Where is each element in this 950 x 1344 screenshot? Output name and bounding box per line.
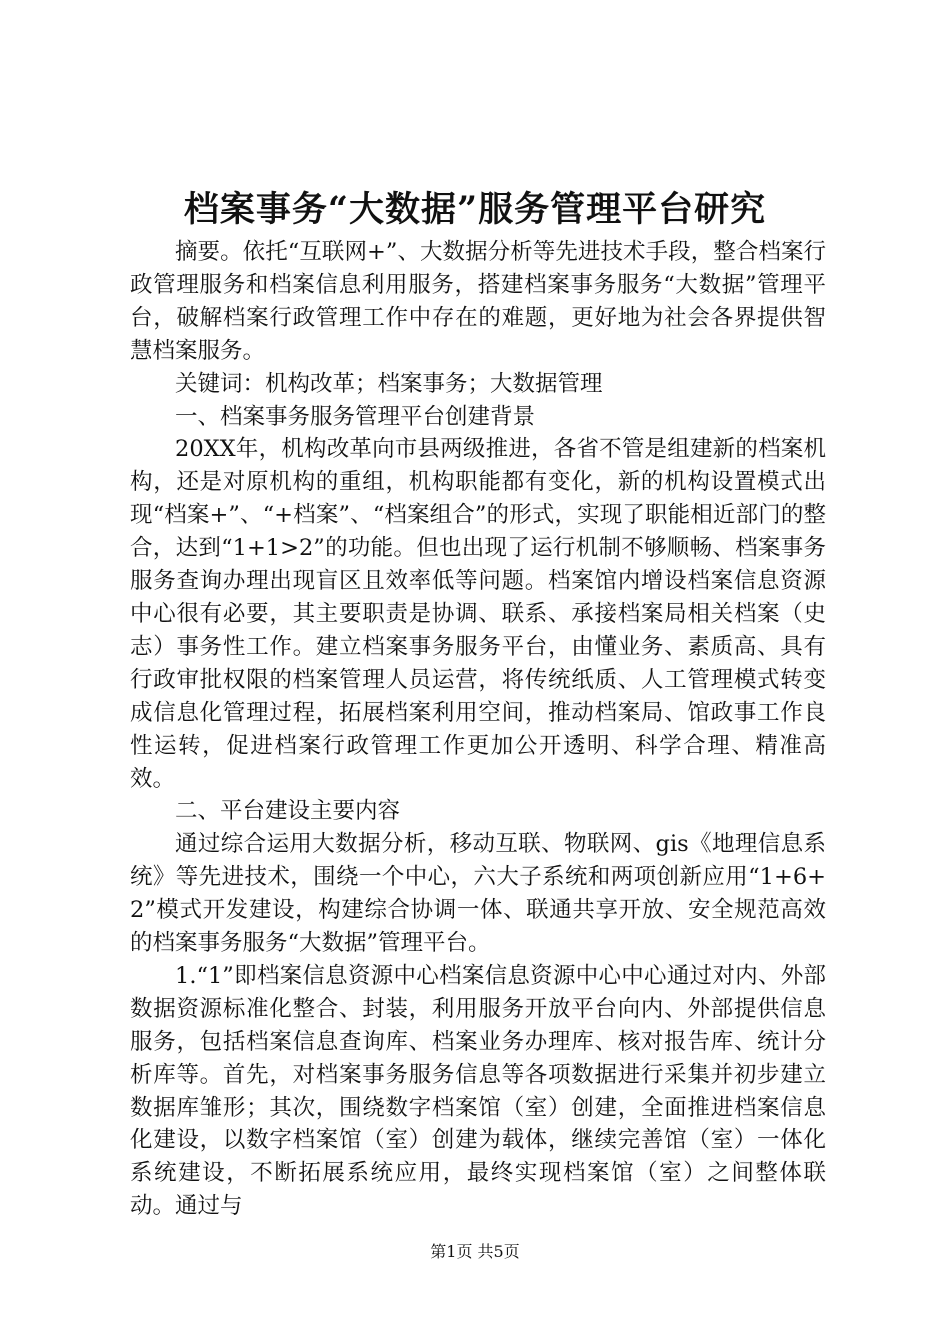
section-heading-2: 二、平台建设主要内容	[175, 798, 401, 825]
body-paragraph: 1.“1”即档案信息资源中心档案信息资源中心中心通过对内、外部数据资源标准化整合、封装，利用服务开放平台向内、外部提供信息服务，包括档案信息查询库、档案业务办理库、核对报告库、统计分析库等。首先，对档案事务服务信息等各项数据进行采集并初步建立数据库雏形；其次，围绕数字档案馆（室）创建，全面推进档案信息化建设，以数字档案馆（室）创建为载体，继续完善馆（室）一体化系统建设，不断拓展系统应用，最终实现档案馆（室）之间整体联动。通过与	[130, 962, 826, 1220]
abstract-paragraph: 摘要。依托“互联网+”、大数据分析等先进技术手段，整合档案行政管理服务和档案信息利用服务，搭建档案事务服务“大数据”管理平台，破解档案行政管理工作中存在的难题，更好地为社会各界提供智慧档案服务。	[130, 239, 826, 364]
section-heading-1: 一、档案事务服务管理平台创建背景	[175, 403, 536, 430]
keywords-paragraph: 关键词：机构改革；档案事务；大数据管理	[175, 370, 603, 397]
body-paragraph: 通过综合运用大数据分析，移动互联、物联网、gis《地理信息系统》等先进技术，围绕一个中心，六大子系统和两项创新应用“1+6+2”模式开发建设，构建综合协调一体、联通共享开放、安全规范高效的档案事务服务“大数据”管理平台。	[130, 831, 826, 957]
document-title: 档案事务“大数据”服务管理平台研究	[183, 189, 767, 230]
body-paragraph: 20XX年，机构改革向市县两级推进，各省不管是组建新的档案机构，还是对原机构的重组，机构职能都有变化，新的机构设置模式出现“档案+”、“+档案”、“档案组合”的形式，实现了职能相近部门的整合，达到“1+1>2”的功能。但也出现了运行机制不够顺畅、档案事务服务查询办理出现盲区且效率低等问题。档案馆内增设档案信息资源中心很有必要，其主要职责是协调、联系、承接档案局相关档案（史志）事务性工作。建立档案事务服务平台，由懂业务、素质高、具有行政审批权限的档案管理人员运营，将传统纸质、人工管理模式转变成信息化管理过程，拓展档案利用空间，推动档案局、馆政事工作良性运转，促进档案行政管理工作更加公开透明、科学合理、精准高效。	[130, 436, 826, 792]
document-body	[130, 236, 826, 1223]
page-footer: 第1页 共5页	[430, 1242, 520, 1261]
